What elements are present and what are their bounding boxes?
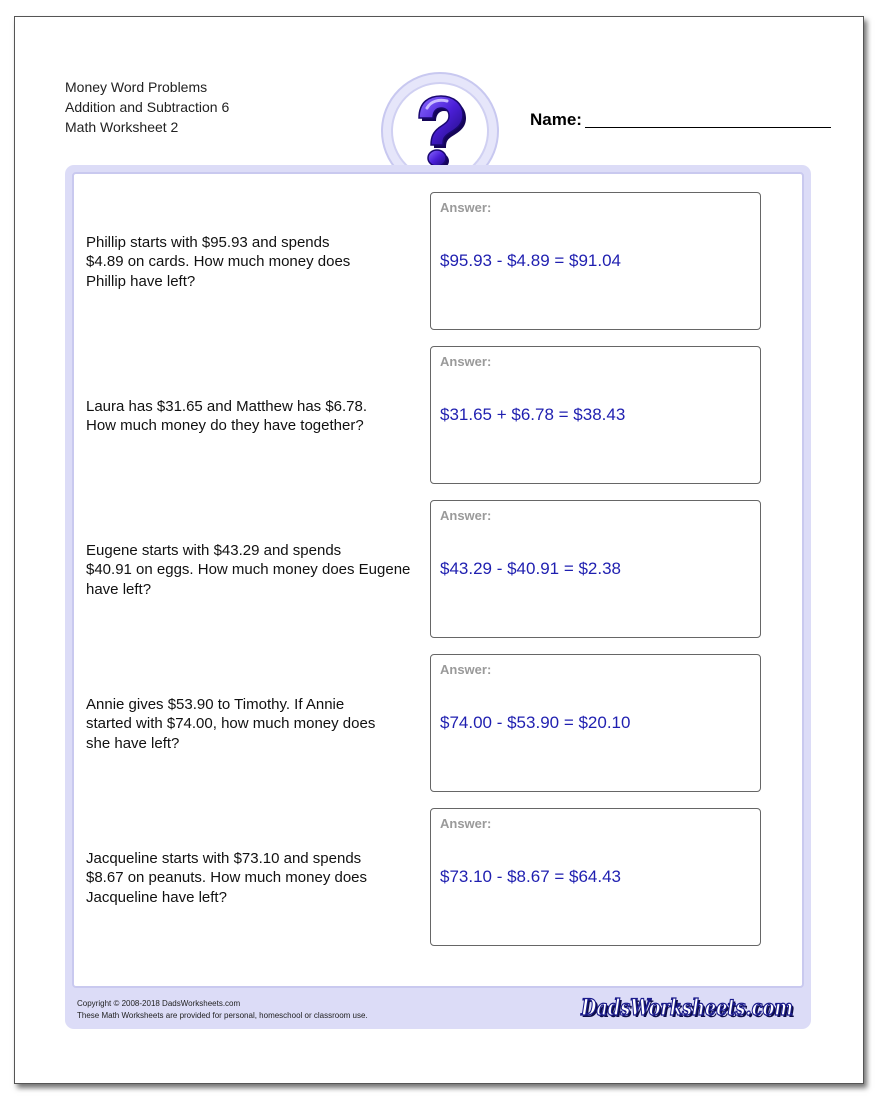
answer-text: $95.93 - $4.89 = $91.04: [440, 251, 622, 270]
answer-box[interactable]: [430, 654, 761, 792]
question-text: [86, 654, 436, 794]
question-line: Annie gives $53.90 to Timothy. If Annie: [86, 695, 345, 713]
answer-text: $43.29 - $40.91 = $2.38: [440, 559, 622, 578]
brand-logo[interactable]: [577, 991, 799, 1025]
question-text: [86, 346, 436, 486]
brand-logo-text: DadsWorksheets.com: [580, 995, 793, 1021]
question-line: Eugene starts with $43.29 and spends: [86, 541, 342, 559]
answer-box[interactable]: [430, 808, 761, 946]
name-label: Name:: [530, 110, 582, 129]
question-text: [86, 192, 436, 332]
answer-box[interactable]: [430, 500, 761, 638]
question-line: she have left?: [86, 734, 180, 752]
question-mark-icon: [393, 84, 487, 178]
worksheet-header: [65, 77, 229, 137]
answer-label: Answer:: [440, 200, 492, 215]
question-line: Jacqueline starts with $73.10 and spends: [86, 849, 362, 867]
problem-row: [74, 654, 802, 794]
brand-logo-shadow: DadsWorksheets.com: [582, 997, 795, 1023]
question-line: have left?: [86, 580, 152, 598]
answer-label: Answer:: [440, 354, 492, 369]
answer-text: $73.10 - $8.67 = $64.43: [440, 867, 622, 886]
question-line: Jacqueline have left?: [86, 888, 227, 906]
problem-row: [74, 346, 802, 486]
problem-row: [74, 192, 802, 332]
question-line: $8.67 on peanuts. How much money does: [86, 869, 368, 887]
question-line: $40.91 on eggs. How much money does Eugene: [86, 561, 411, 579]
worksheet-page: [14, 16, 864, 1084]
usage-notice: These Math Worksheets are provided for personal, homeschool or classroom use.: [77, 1011, 368, 1020]
question-line: started with $74.00, how much money does: [86, 715, 376, 733]
copyright-text: Copyright © 2008-2018 DadsWorksheets.com: [77, 999, 241, 1008]
worksheet-title: Money Word Problems: [65, 79, 208, 95]
problem-row: [74, 500, 802, 640]
question-line: Phillip have left?: [86, 272, 196, 290]
question-text: [86, 500, 436, 640]
worksheet-number: Math Worksheet 2: [65, 119, 179, 135]
answer-label: Answer:: [440, 816, 492, 831]
problem-row: [74, 808, 802, 948]
question-text: [86, 808, 436, 948]
name-field-line[interactable]: [585, 127, 831, 128]
answer-text: $74.00 - $53.90 = $20.10: [440, 713, 631, 732]
footer-copyright-block: [77, 998, 368, 1022]
answer-text: $31.65 + $6.78 = $38.43: [440, 405, 626, 424]
worksheet-subtitle: Addition and Subtraction 6: [65, 99, 230, 115]
question-line: How much money do they have together?: [86, 417, 364, 434]
question-line: Laura has $31.65 and Matthew has $6.78.: [86, 397, 368, 415]
question-line: $4.89 on cards. How much money does: [86, 253, 351, 271]
problems-area: [72, 172, 804, 988]
answer-label: Answer:: [440, 508, 492, 523]
worksheet-frame: [65, 165, 811, 1029]
answer-label: Answer:: [440, 662, 492, 677]
answer-box[interactable]: [430, 346, 761, 484]
question-line: Phillip starts with $95.93 and spends: [86, 233, 330, 251]
answer-box[interactable]: [430, 192, 761, 330]
